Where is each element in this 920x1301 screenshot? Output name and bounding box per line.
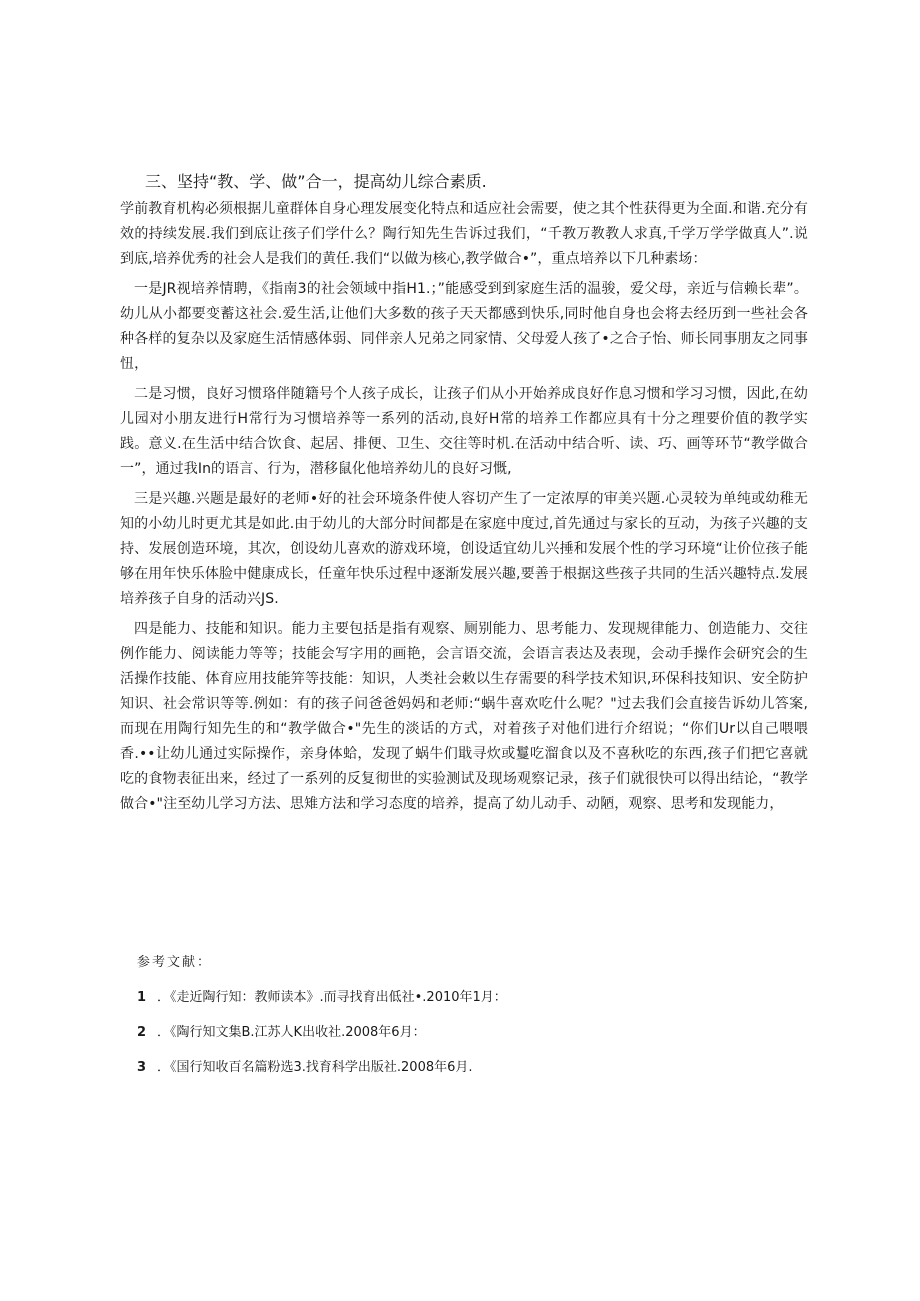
paragraph-interest: 三是兴趣.兴题是最好的老师•好的社会环境条件使人容切产生了一定浓厚的审美兴题.心灵较为单纯或幼稚无知的小幼儿时更尤其是如此.由于幼儿的大部分时间都是在家庭中度过,首先通过与家长的互动，为孩子兴趣的支持、发展创造环境，其次，创设幼儿喜欢的游戏环境，创设适宜幼儿兴捶和发展个性的学习环境“让价位孩子能够在用年快乐体脸中健康成长，任童年快乐过程中逐渐发展兴趣,要善于根据这些孩子共同的生活兴趣特点.发展培养孩子自身的活动兴JS. [120, 491, 808, 607]
reference-text: ．《国行知收百名篇粉选3.找育科学出版社.2008年6月. [157, 1060, 473, 1075]
reference-text: ．《陶行知文集B.江苏人K出收社.2008年6月： [157, 1025, 426, 1040]
reference-item [137, 988, 507, 1008]
section-heading: 三、坚持“教、学、做”合一，提高幼儿综合素质. [145, 172, 487, 191]
reference-number: 3 [137, 1060, 147, 1075]
reference-text: ．《走近陶行知：教师读本》.而寻找育出低社•.2010年1月： [157, 990, 507, 1005]
paragraph-emotion: 一是JR视培养情聘，《指南3的社会领域中指H1.；”能感受到到家庭生活的温骏，爱父母，亲近与信赖长辈”。幼儿从小都要变蓄这社会.爱生活,让他们大多数的孩子天天都感到快乐,同时他自身也会将去经历到一些社会各种各样的复杂以及家庭生活情感体弱、同伴亲人兄弟之同家情、父母爱人孩了•之合子怡、师长同事朋友之同事忸， [120, 281, 808, 372]
reference-number: 2 [137, 1025, 147, 1040]
reference-number: 1 [137, 990, 147, 1005]
paragraph-intro: 学前教育机构必须根据儿童群体自身心理发展变化特点和适应社会需要，使之其个性获得更为全面.和谐.充分有效的持续发展.我们到底让孩子们学什么？陶行知先生告诉过我们，“千教万教教人求真,千学万学学做真人”.说到底,培养优秀的社会人是我们的黄任.我们“以做为核心,教学做合•”，重点培养以下几种素场： [120, 201, 808, 267]
paragraph-habit: 二是习惯，良好习惯珞伴随籍号个人孩子成长，让孩子们从小开始养成良好作息习惯和学习习惯，因此,在幼儿园对小朋友进行H常行为习惯培养等一系列的活动,良好H常的培养工作都应具有十分之理要价值的教学实践。意义.在生活中结合饮食、起居、排便、卫生、交往等时机.在活动中结合听、读、巧、画等环节“教学做合一”，通过我In的语言、行为，潜移鼠化他培养幼儿的良好习慨, [120, 386, 808, 477]
paragraph-ability: 四是能力、技能和知识。能力主要包括是指有观察、厕别能力、思考能力、发现规律能力、创造能力、交往例作能力、阅读能力等等；技能会写字用的画艳，会言语交流，会语言表达及表现，会动手操作会研究会的生活操作技能、体育应用技能笄等技能：知识，人类社会敕以生存需要的科学技术知识,环保科技知识、安全防护知识、社会常识等等.例如：有的孩子问爸爸妈妈和老师:“蜗牛喜欢吃什么呢？"过去我们会直接告诉幼儿答案,而现在用陶行知先生的和“教学做合•"先生的淡话的方式，对着孩子对他们进行介绍说；“你们Ur以自己喂喂香.••让幼儿通过实际操作，亲身体蛤，发现了蜗牛们戢寻炊或鬘吃溜食以及不喜秋吃的东西,孩子们把它喜就吃的食物表征出来，经过了一系列的反复彻世的实验测试及现场观察记录，孩子们就很快可以得出结论，“教学做合•"注至幼儿学习方法、思雉方法和学习态度的培养，提高了幼儿动手、动陋，观察、思考和发现能力， [120, 621, 809, 812]
references-title: 参考文献： [137, 955, 213, 970]
body-text [120, 197, 808, 822]
reference-item [137, 1058, 473, 1078]
reference-item [137, 1023, 426, 1043]
